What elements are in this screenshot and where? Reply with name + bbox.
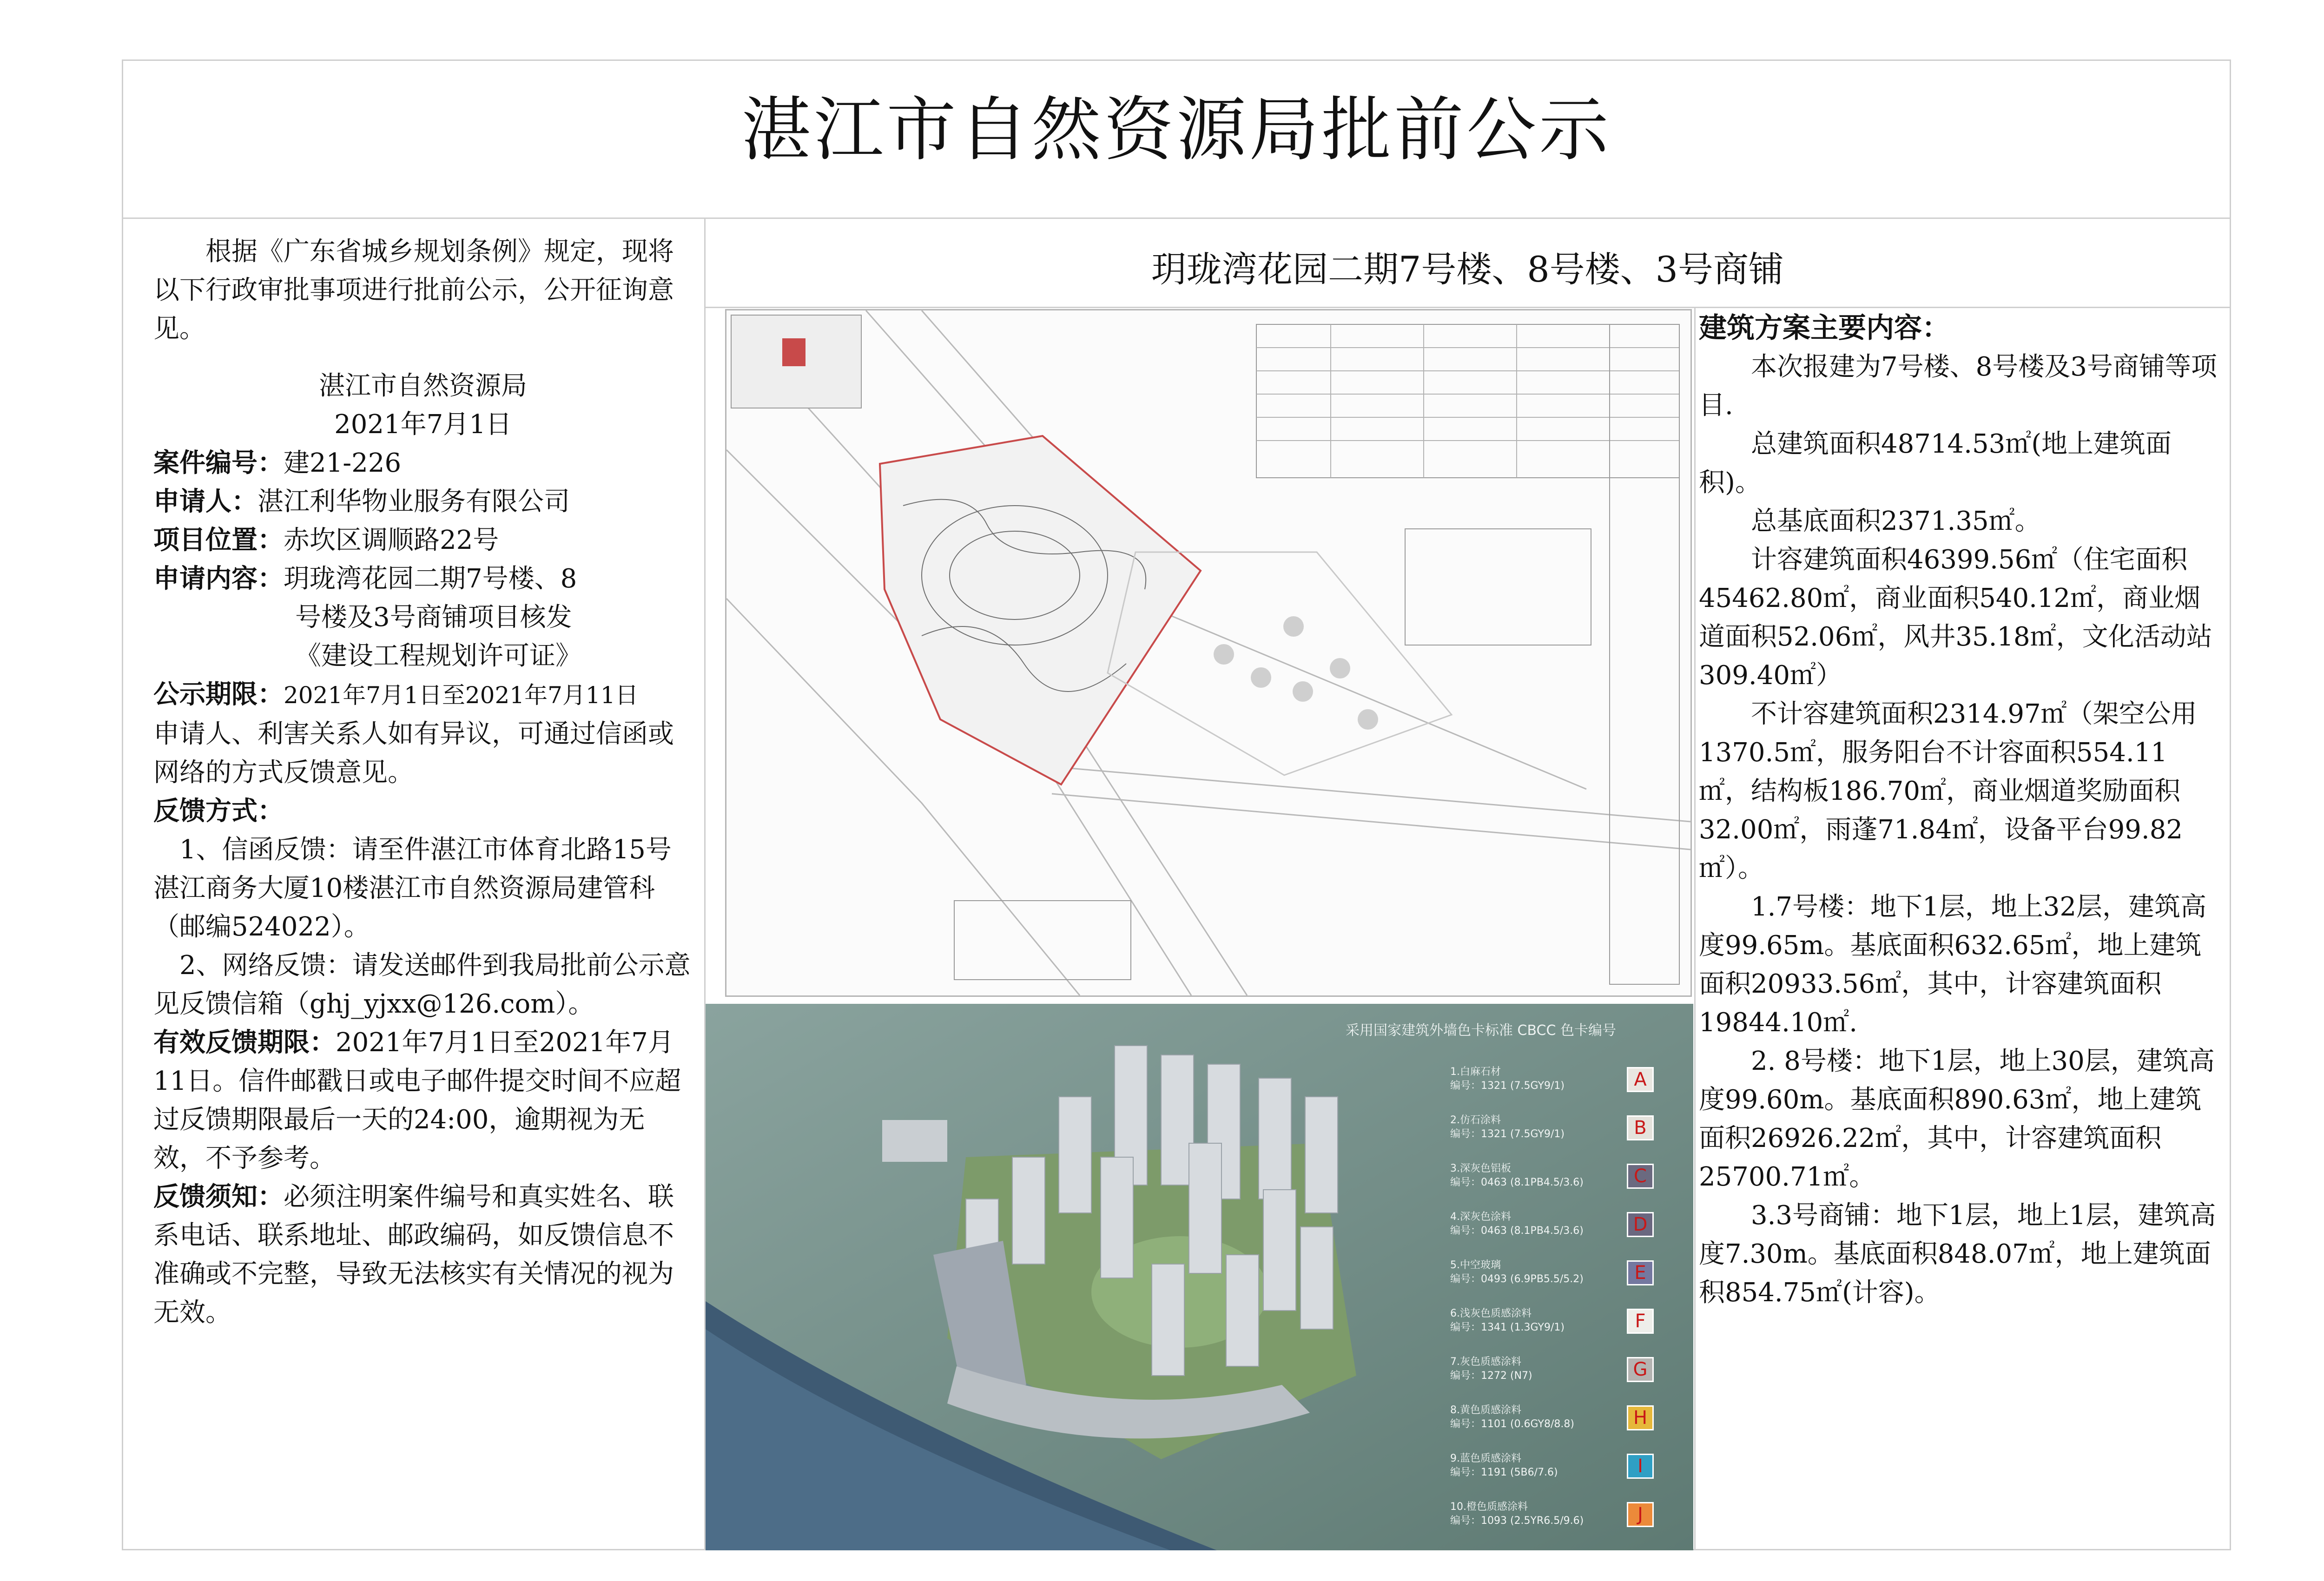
palette-item-label bbox=[1450, 1258, 1622, 1286]
page-title: 湛江市自然资源局批前公示 bbox=[741, 90, 1611, 171]
palette-swatch: I bbox=[1627, 1454, 1654, 1479]
palette-code: 编号：1101 (0.6GY8/8.8) bbox=[1450, 1418, 1574, 1430]
palette-swatch: F bbox=[1627, 1309, 1654, 1334]
palette-name: 10.橙色质感涂料 bbox=[1450, 1501, 1528, 1513]
palette-name: 3.深灰色铝板 bbox=[1450, 1163, 1511, 1174]
palette-code: 编号：0493 (6.9PB5.5/5.2) bbox=[1450, 1273, 1584, 1285]
content-line-1: 玥珑湾花园二期7号楼、8 bbox=[284, 564, 577, 594]
content-line-3: 《建设工程规划许可证》 bbox=[295, 641, 581, 671]
palette-name: 9.蓝色质感涂料 bbox=[1450, 1453, 1521, 1464]
notice-label: 反馈须知： bbox=[153, 1182, 284, 1212]
scheme-right-column bbox=[1699, 309, 2217, 1312]
issue-date: 2021年7月1日 bbox=[334, 409, 512, 440]
project-subtitle: 玥珑湾花园二期7号楼、8号楼、3号商铺 bbox=[1151, 249, 1784, 290]
palette-item-label bbox=[1450, 1500, 1622, 1528]
feedback-letter: 1、信函反馈：请至件湛江市体育北路15号湛江商务大厦10楼湛江市自然资源局建管科（邮编524022）。 bbox=[153, 835, 672, 942]
location-label: 项目位置： bbox=[153, 525, 284, 555]
palette-code: 编号：1093 (2.5YR6.5/9.6) bbox=[1450, 1515, 1584, 1527]
palette-name: 5.中空玻璃 bbox=[1450, 1259, 1501, 1271]
palette-item-label bbox=[1450, 1307, 1622, 1335]
palette-item-label bbox=[1450, 1452, 1622, 1480]
scheme-p1: 本次报建为7号楼、8号楼及3号商铺等项目. bbox=[1699, 352, 2217, 421]
scheme-p5: 不计容建筑面积2314.97㎡（架空公用1370.5㎡，服务阳台不计容面积554.11㎡，结构板186.70㎡，商业烟道奖励面积32.00㎡，雨蓬71.84㎡，设备平台99.82㎡）。 bbox=[1699, 699, 2197, 883]
location: 赤坎区调顺路22号 bbox=[284, 525, 499, 555]
palette-name: 6.浅灰色质感涂料 bbox=[1450, 1308, 1532, 1319]
title-divider bbox=[122, 217, 2231, 219]
content-label: 申请内容： bbox=[153, 564, 284, 594]
palette-item-label bbox=[1450, 1113, 1622, 1141]
scheme-p7: 2. 8号楼：地下1层，地上30层，建筑高度99.60m。基底面积890.63㎡，地上建筑面积26926.22㎡，其中，计容建筑面积25700.71㎡。 bbox=[1699, 1046, 2215, 1192]
palette-item bbox=[1450, 1258, 1683, 1305]
site-plan-image bbox=[725, 309, 1692, 997]
palette-item bbox=[1450, 1403, 1683, 1450]
case-no: 建21-226 bbox=[284, 448, 402, 478]
palette-item bbox=[1450, 1452, 1683, 1498]
palette-item bbox=[1450, 1500, 1683, 1547]
scheme-p2: 总建筑面积48714.53㎡(地上建筑面积)。 bbox=[1699, 429, 2172, 498]
palette-code: 编号：1272 (N7) bbox=[1450, 1370, 1532, 1382]
palette-swatch: D bbox=[1627, 1212, 1654, 1237]
period: 2021年7月1日至2021年7月11日 bbox=[284, 682, 639, 709]
column-divider-right bbox=[1694, 307, 1696, 1550]
palette-code: 编号：1321 (7.5GY9/1) bbox=[1450, 1128, 1565, 1140]
feedback-label: 反馈方式： bbox=[153, 796, 284, 826]
palette-swatch: E bbox=[1627, 1260, 1654, 1285]
palette-swatch: C bbox=[1627, 1164, 1654, 1189]
palette-swatch: A bbox=[1627, 1067, 1654, 1092]
scheme-p8: 3.3号商铺：地下1层，地上1层，建筑高度7.30m。基底面积848.07㎡，地上建筑面积854.75㎡(计容)。 bbox=[1699, 1200, 2216, 1308]
valid-label: 有效反馈期限： bbox=[153, 1028, 336, 1058]
palette-swatch: J bbox=[1627, 1502, 1654, 1527]
palette-code: 编号：1321 (7.5GY9/1) bbox=[1450, 1080, 1565, 1092]
palette-item-label bbox=[1450, 1210, 1622, 1238]
palette-name: 4.深灰色涂料 bbox=[1450, 1211, 1511, 1223]
palette-name: 1.白麻石材 bbox=[1450, 1066, 1501, 1078]
case-no-label: 案件编号： bbox=[153, 448, 284, 478]
palette-item bbox=[1450, 1210, 1683, 1257]
period-label: 公示期限： bbox=[153, 679, 284, 710]
notice-left-column bbox=[153, 232, 693, 1332]
subtitle-divider bbox=[704, 307, 2231, 308]
site-plan-drawing bbox=[726, 310, 1690, 995]
scheme-p3: 总基底面积2371.35㎡。 bbox=[1751, 506, 2041, 536]
palette-swatch: G bbox=[1627, 1357, 1654, 1382]
scheme-p6: 1.7号楼：地下1层，地上32层，建筑高度99.65m。基底面积632.65㎡，地上建筑面积20933.56㎡，其中，计容建筑面积19844.10㎡. bbox=[1699, 892, 2206, 1038]
palette-item bbox=[1450, 1162, 1683, 1208]
notice-text: 必须注明案件编号和真实姓名、联系电话、联系地址、邮政编码，如反馈信息不准确或不完整，导致无法核实有关情况的视为无效。 bbox=[153, 1182, 674, 1328]
palette-swatch: B bbox=[1627, 1115, 1654, 1140]
applicant-label: 申请人： bbox=[153, 487, 257, 517]
palette-name: 8.黄色质感涂料 bbox=[1450, 1404, 1521, 1416]
issuer: 湛江市自然资源局 bbox=[319, 371, 527, 401]
palette-item bbox=[1450, 1065, 1683, 1112]
palette-code: 编号：1191 (5B6/7.6) bbox=[1450, 1467, 1558, 1478]
palette-name: 2.仿石涂料 bbox=[1450, 1114, 1501, 1126]
palette-swatch: H bbox=[1627, 1405, 1654, 1430]
palette-code: 编号：0463 (8.1PB4.5/3.6) bbox=[1450, 1177, 1584, 1188]
feedback-email: 2、网络反馈：请发送邮件到我局批前公示意见反馈信箱（ghj_yjxx@126.com）。 bbox=[153, 950, 691, 1019]
palette-code: 编号：0463 (8.1PB4.5/3.6) bbox=[1450, 1225, 1584, 1237]
applicant: 湛江利华物业服务有限公司 bbox=[257, 487, 570, 517]
scheme-p4: 计容建筑面积46399.56㎡（住宅面积45462.80㎡，商业面积540.12㎡，商业烟道面积52.06㎡，风井35.18㎡，文化活动站309.40㎡） bbox=[1699, 545, 2212, 691]
palette-item bbox=[1450, 1113, 1683, 1160]
palette-item-label bbox=[1450, 1355, 1622, 1383]
period-note: 申请人、利害关系人如有异议，可通过信函或网络的方式反馈意见。 bbox=[153, 719, 674, 788]
scheme-heading: 建筑方案主要内容： bbox=[1699, 312, 1950, 344]
palette-item bbox=[1450, 1355, 1683, 1402]
palette-item-label bbox=[1450, 1065, 1622, 1093]
palette-item bbox=[1450, 1307, 1683, 1353]
content-line-2: 号楼及3号商铺项目核发 bbox=[295, 602, 572, 632]
intro-text: 根据《广东省城乡规划条例》规定，现将以下行政审批事项进行批前公示，公开征询意见。 bbox=[153, 237, 674, 344]
palette-code: 编号：1341 (1.3GY9/1) bbox=[1450, 1322, 1565, 1333]
palette-item-label bbox=[1450, 1162, 1622, 1190]
palette-title: 采用国家建筑外墙色卡标准 CBCC 色卡编号 bbox=[1346, 1022, 1616, 1039]
palette-item-label bbox=[1450, 1403, 1622, 1431]
palette-name: 7.灰色质感涂料 bbox=[1450, 1356, 1521, 1368]
valid-text: 2021年7月1日至2021年7月11日。信件邮戳日或电子邮件提交时间不应超过反馈期限最后一天的24:00，逾期视为无效，不予参考。 bbox=[153, 1028, 681, 1173]
